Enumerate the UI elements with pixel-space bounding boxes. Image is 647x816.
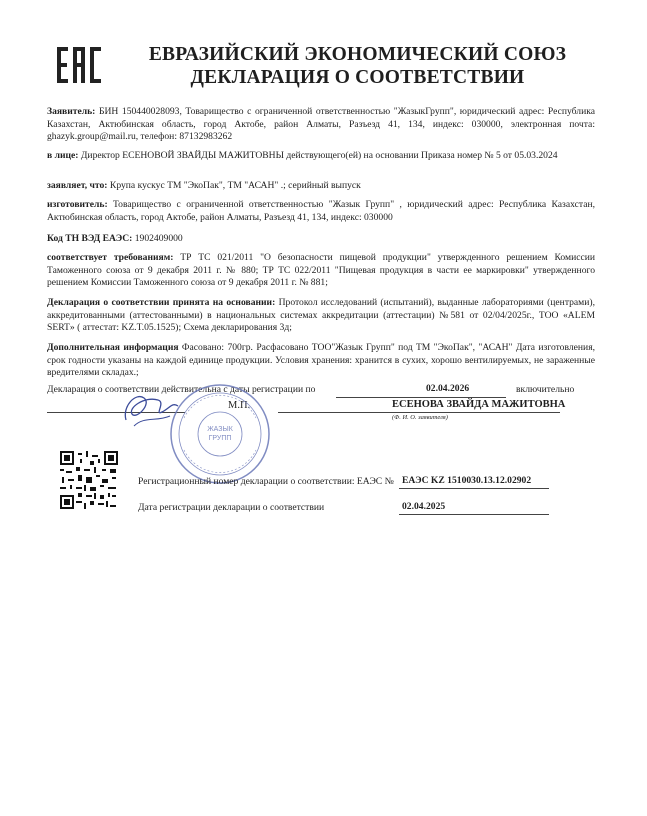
applicant-label: Заявитель: — [47, 106, 96, 117]
company-seal — [168, 382, 272, 486]
additional-block — [47, 342, 595, 380]
manufacturer-block — [47, 199, 595, 224]
registration-date-underline — [399, 514, 549, 515]
basis-label: Декларация о соответствии принята на основании: — [47, 297, 276, 308]
registration-number-underline — [399, 488, 549, 489]
person-text: Директор ЕСЕНОВОЙ ЗВАЙДЫ МАЖИТОВНЫ действующего(ей) на основании Приказа номер № 5 от 05.03.2024 — [80, 150, 558, 161]
validity-date: 02.04.2026 — [426, 383, 470, 394]
basis-text: Протокол исследований (испытаний), выданные лабораториями (центрами), аккредитованными (аттестованными) в национальных системах аккредитации (аттестации) №581 от 02/04/2025г., ТОО «ALEM SERT» ( аттестат: KZ.T.05.1525); Схема декларирования 3д; — [47, 297, 595, 334]
declares-text: Крупа кускус ТМ "ЭкоПак", ТМ "АСАН" .; серийный выпуск — [109, 180, 361, 191]
basis-block — [47, 297, 595, 335]
manufacturer-label: изготовитель: — [47, 199, 108, 210]
eac-logo — [56, 44, 102, 88]
additional-label: Дополнительная информация — [47, 342, 179, 353]
signatory-name: ЕСЕНОВА ЗВАЙДА МАЖИТОВНА — [392, 399, 566, 410]
qr-code[interactable] — [60, 451, 118, 509]
tnved-label: Код ТН ВЭД ЕАЭС: — [47, 233, 133, 244]
seal-text: ЖАЗЫК — [207, 426, 233, 433]
requirements-block — [47, 252, 595, 290]
registration-date: 02.04.2025 — [402, 501, 446, 512]
document-title: ДЕКЛАРАЦИЯ О СООТВЕТСТВИИ — [190, 67, 525, 88]
seal-text-2: ГРУПП — [208, 435, 232, 442]
registration-number-label: Регистрационный номер декларации о соответствии: ЕАЭС № — [138, 476, 394, 487]
requirements-text: ТР ТС 021/2011 "О безопасности пищевой продукции" утвержденного решением Комиссии Таможенного союза от 9 декабря 2011 г. № 880; ТР ТС 022/2011 "Пищевая продукция в части ее маркировки" утвержденного решением Комиссии Таможенного союза от 9 декабря 2011 г. № 881; — [47, 252, 595, 289]
validity-suffix: включительно — [516, 384, 575, 395]
person-block — [47, 150, 595, 163]
registration-date-label: Дата регистрации декларации о соответствии — [138, 502, 325, 513]
declares-block — [47, 180, 595, 193]
signatory-caption: (Ф. И. О. заявителя) — [392, 414, 448, 421]
declares-label: заявляет, что: — [47, 180, 108, 191]
manufacturer-text: Товарищество с ограниченной ответственностью "Жазык Групп" , юридический адрес: Республика Казахстан, Актюбинская область, город Актобе, район Алматы, Разъезд 41, 134, индекс: 030000 — [47, 199, 595, 223]
tnved-block — [47, 233, 595, 246]
tnved-value: 1902409000 — [134, 233, 183, 244]
union-title: ЕВРАЗИЙСКИЙ ЭКОНОМИЧЕСКИЙ СОЮЗ — [148, 44, 567, 65]
applicant-block — [47, 106, 595, 144]
name-underline — [278, 412, 560, 413]
validity-date-underline — [336, 397, 506, 398]
stamp-label: М.П. — [228, 400, 251, 411]
applicant-text: БИН 150440028093, Товарищество с ограниченной ответственностью "ЖазыкГрупп", юридический адрес: Республика Казахстан, Актюбинская область, город Актобе, район Алматы, Разъезд 41, 134, индекс: 030000, электронная почта: ghazyk.group@mail.ru, телефон: 87132983262 — [47, 106, 595, 143]
registration-number: ЕАЭС KZ 1510030.13.12.02902 — [402, 475, 532, 486]
requirements-label: соответствует требованиям: — [47, 252, 174, 263]
additional-text: Фасовано: 700гр. Расфасовано ТОО"Жазык Групп" под ТМ "ЭкоПак", "АСАН" Дата изготовления, срок годности указаны на каждой единице продукции. Условия хранения: хранится в сухих, хорошо вентилируемых, не зараженные вредителями складах.; — [47, 342, 595, 379]
person-label: в лице: — [47, 150, 79, 161]
validity-text: Декларация о соответствии действительна с даты регистрации по — [47, 384, 316, 395]
